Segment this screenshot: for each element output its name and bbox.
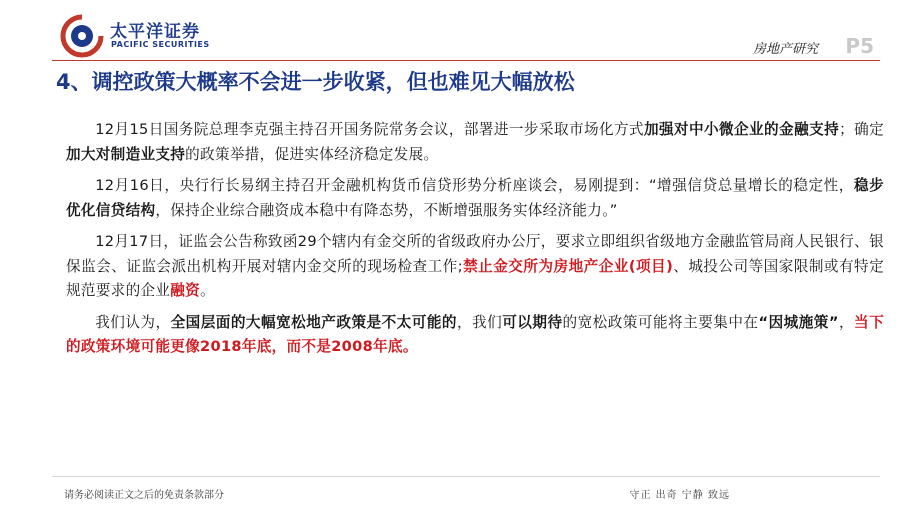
pacific-securities-logo-icon — [60, 14, 104, 58]
text: 12月16日，央行行长易纲主持召开金融机构货币信贷形势分析座谈会，易刚提到：“增强信贷总量增长的稳定性， — [95, 177, 854, 194]
text: 的宽松政策可能将主要集中在 — [562, 313, 759, 331]
page-number: P5 — [845, 34, 874, 58]
text: ，我们 — [456, 313, 503, 331]
text: 。 — [200, 282, 215, 299]
bold-text: 稳步优化信贷结构 — [66, 177, 884, 219]
content-body — [66, 118, 884, 367]
text: 12月17日，证监会公告称致函29个辖内有金交所的省级政府办公厅，要求立即组织省级地方金融监管局商人民银行、银保监会、证监会派出机构开展对辖内金交所的现场检查工作; — [66, 233, 884, 275]
text: 我们认为， — [95, 313, 171, 331]
highlight-text: 当下的政策环境可能更像2018年底，而不是2008年底。 — [66, 313, 884, 355]
footer-disclaimer: 请务必阅读正文之后的免责条款部分 — [64, 490, 224, 501]
section-label: 房地产研究 — [752, 42, 818, 57]
text: ， — [838, 313, 855, 331]
text: ；确定 — [839, 121, 885, 138]
highlight-text: 融资 — [170, 282, 201, 299]
header-divider — [52, 60, 880, 61]
text: 、城投公司等国家限制或有特定规范要求的企业 — [66, 257, 884, 299]
paragraph-state-council — [66, 118, 884, 167]
footer-slogan: 守正 出奇 宁静 致远 — [629, 490, 730, 501]
paragraph-conclusion — [66, 311, 884, 360]
highlight-text: 禁止金交所为房地产企业(项目) — [462, 257, 674, 275]
bold-text: 加大对制造业支持 — [66, 145, 186, 163]
footer-divider — [52, 476, 880, 477]
paragraph-csrc — [66, 230, 884, 304]
bold-text: 可以期待 — [502, 313, 563, 331]
company-logo — [60, 14, 210, 60]
bold-text: 加强对中小微企业的金融支持 — [644, 121, 840, 138]
text: 12月15日国务院总理李克强主持召开国务院常务会议，部署进一步采取市场化方式 — [95, 121, 644, 138]
logo-name-cn: 太平洋证券 — [110, 22, 200, 42]
slide-title: 4、调控政策大概率不会进一步收紧，但也难见大幅放松 — [56, 70, 575, 94]
paragraph-central-bank — [66, 174, 884, 223]
text: 的政策举措，促进实体经济稳定发展。 — [185, 145, 439, 163]
text: ，保持企业综合融资成本稳中有降态势，不断增强服务实体经济能力。” — [155, 201, 618, 219]
bold-text: 全国层面的大幅宽松地产政策是不太可能的 — [170, 313, 457, 331]
logo-name-en: PACIFIC SECURITIES — [111, 40, 210, 49]
bold-text: “因城施策” — [758, 313, 839, 331]
